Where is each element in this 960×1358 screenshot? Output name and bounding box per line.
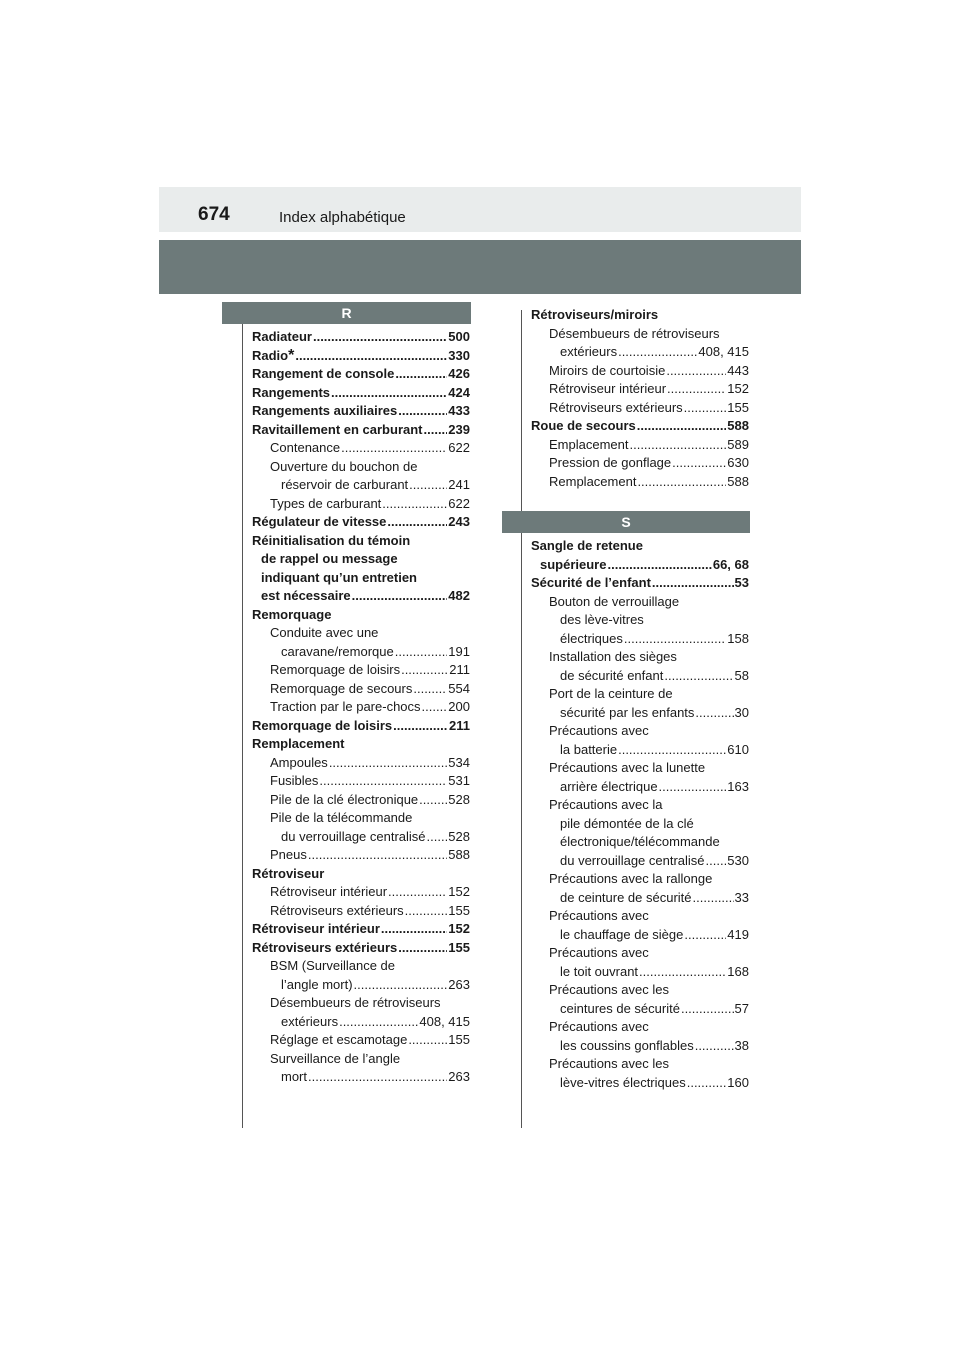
index-entry (252, 865, 470, 884)
index-entry (531, 1018, 749, 1037)
index-entry (252, 994, 470, 1013)
dot-leader (637, 417, 727, 436)
index-entry (252, 1050, 470, 1069)
index-entry (531, 325, 749, 344)
dot-leader (695, 704, 733, 723)
index-entry (531, 981, 749, 1000)
entry-label: Traction par le pare-chocs (270, 699, 421, 714)
entry-label: Remplacement (549, 473, 637, 489)
index-entry (531, 362, 749, 381)
entry-label: Rétroviseurs/miroirs (531, 307, 659, 322)
index-entry (531, 815, 749, 834)
page-number: 674 (198, 204, 230, 225)
index-entry (252, 717, 470, 736)
index-entry (252, 643, 470, 662)
index-entry (531, 1037, 749, 1056)
index-entry (252, 661, 470, 680)
entry-page-reference[interactable]: 163 (727, 778, 749, 794)
entry-page-reference[interactable]: 53 (734, 575, 749, 590)
dot-leader (629, 436, 726, 455)
entry-page-reference[interactable]: 152 (448, 884, 470, 899)
entry-label: Radio (252, 347, 289, 363)
entry-label: la batterie (560, 741, 618, 757)
entry-label: Pile de la télécommande (270, 810, 413, 825)
entry-page-reference[interactable]: 622 (448, 495, 470, 511)
index-entry (252, 976, 470, 995)
entry-page-reference[interactable]: 200 (448, 699, 470, 714)
index-entry (531, 741, 749, 760)
index-entry (531, 926, 749, 945)
dot-leader (706, 852, 727, 871)
entry-label: Réinitialisation du témoin (252, 532, 411, 548)
entry-label: Désembueurs de rétroviseurs (549, 325, 720, 341)
index-entry (252, 883, 470, 902)
entry-page-reference[interactable]: 263 (448, 1069, 470, 1084)
index-entry (252, 569, 470, 588)
entry-label: extérieurs (560, 344, 618, 359)
entry-label: Miroirs de courtoisie (549, 362, 666, 378)
entry-label: Rangements (252, 384, 331, 400)
entry-label: pile démontée de la clé (560, 815, 694, 831)
dot-leader (667, 380, 726, 399)
entry-page-reference[interactable]: 191 (448, 643, 470, 659)
entry-page-reference[interactable]: 424 (448, 384, 470, 400)
entry-label: Rangements auxiliaires (252, 403, 398, 418)
entry-label: du verrouillage centralisé (560, 852, 705, 868)
entry-label: Remplacement (252, 736, 345, 751)
section-header-r: R (222, 302, 471, 324)
entry-page-reference[interactable]: 588 (727, 418, 749, 433)
entry-page-reference[interactable]: 263 (448, 976, 470, 992)
entry-label: Rangement de console (252, 366, 395, 381)
entry-label: BSM (Surveillance de (270, 958, 395, 973)
index-entry (252, 476, 470, 495)
dot-leader (424, 421, 448, 440)
index-entry (531, 611, 749, 630)
entry-page-reference[interactable]: 588 (448, 847, 470, 862)
entry-label: Pile de la clé électronique (270, 791, 419, 807)
entry-label: caravane/remorque (281, 643, 394, 659)
dot-leader (693, 889, 734, 908)
entry-label: Types de carburant (270, 495, 382, 511)
index-entry (252, 606, 470, 625)
entry-label: Fusibles (270, 773, 319, 788)
dot-leader (382, 495, 447, 514)
entry-label: Précautions avec (549, 908, 649, 923)
entry-page-reference[interactable]: 155 (448, 902, 470, 918)
dot-leader (687, 1074, 727, 1093)
entry-page-reference[interactable]: 433 (448, 403, 470, 418)
index-entry (252, 624, 470, 643)
column-divider-left (242, 308, 243, 1128)
header-banner (159, 240, 801, 294)
dot-leader (427, 828, 448, 847)
index-entry (252, 809, 470, 828)
entry-label: est nécessaire (261, 588, 351, 603)
entry-label: Précautions avec la (549, 797, 663, 812)
dot-leader (419, 791, 447, 810)
entry-page-reference[interactable]: 530 (727, 852, 749, 868)
entry-page-reference[interactable]: 588 (727, 473, 749, 489)
entry-page-reference[interactable]: 168 (727, 963, 749, 979)
entry-label: Réglage et escamotage (270, 1032, 408, 1047)
entry-label: Contenance (270, 440, 341, 455)
entry-page-reference[interactable]: 58 (734, 667, 749, 683)
entry-page-reference[interactable]: 57 (734, 1000, 749, 1016)
dot-leader (395, 365, 447, 384)
entry-page-reference[interactable]: 419 (727, 926, 749, 942)
index-entry (531, 778, 749, 797)
entry-label: Remorquage de secours (270, 680, 413, 696)
dot-leader (624, 630, 726, 649)
dot-leader (681, 1000, 734, 1019)
entry-page-reference[interactable]: 426 (448, 366, 470, 381)
index-column-left (252, 328, 470, 1087)
entry-page-reference[interactable]: 482 (448, 588, 470, 603)
entry-label: Surveillance de l’angle (270, 1050, 401, 1066)
index-entry (252, 957, 470, 976)
index-entry (252, 421, 470, 440)
index-entry (531, 667, 749, 686)
dot-leader (398, 402, 447, 421)
index-entry (252, 495, 470, 514)
index-entry (252, 587, 470, 606)
index-entry (252, 680, 470, 699)
index-entry (252, 439, 470, 458)
dot-leader (607, 556, 711, 575)
index-entry (531, 944, 749, 963)
entry-label: Rétroviseur intérieur (252, 921, 380, 936)
entry-page-reference[interactable]: 155 (727, 399, 749, 415)
dot-leader (331, 384, 447, 403)
entry-label: mort (281, 1069, 307, 1084)
entry-label: Régulateur de vitesse (252, 514, 387, 529)
entry-page-reference[interactable]: 243 (448, 514, 470, 529)
index-entry (531, 417, 749, 436)
entry-label: Bouton de verrouillage (549, 593, 680, 609)
entry-page-reference[interactable]: 630 (727, 455, 749, 470)
index-column-right (531, 306, 749, 1092)
dot-leader (684, 399, 727, 418)
entry-label: Précautions avec (549, 945, 649, 960)
index-entry (252, 550, 470, 569)
entry-page-reference[interactable]: 528 (448, 791, 470, 807)
dot-leader (354, 976, 448, 995)
index-list-s (531, 537, 749, 1092)
index-entry (531, 759, 749, 778)
entry-label: Rétroviseurs extérieurs (252, 939, 398, 955)
dot-leader (664, 667, 733, 686)
index-entry (531, 556, 749, 575)
entry-page-reference[interactable]: 443 (727, 362, 749, 378)
entry-label: le toit ouvrant (560, 963, 639, 979)
index-entry (252, 328, 470, 347)
entry-page-reference[interactable]: 408, 415 (419, 1013, 470, 1029)
index-entry (531, 593, 749, 612)
index-entry (252, 384, 470, 403)
index-entry (252, 698, 470, 717)
entry-label: réservoir de carburant (281, 477, 409, 492)
entry-page-reference[interactable]: 554 (448, 680, 470, 696)
index-entry (252, 458, 470, 477)
index-entry (531, 537, 749, 556)
entry-label: Précautions avec la lunette (549, 760, 706, 775)
dot-leader (618, 343, 697, 362)
dot-leader (401, 661, 448, 680)
index-entry (531, 1055, 749, 1074)
entry-page-reference[interactable]: 239 (448, 421, 470, 437)
entry-label: électriques (560, 630, 623, 646)
entry-label: lève-vitres électriques (560, 1074, 686, 1090)
index-entry (531, 796, 749, 815)
index-list-r-continued (531, 306, 749, 491)
entry-label: électronique/télécommande (560, 834, 720, 849)
entry-label: Port de la ceinture de (549, 686, 673, 701)
index-entry: Radio * ..... 330 (252, 347, 470, 366)
entry-label: Précautions avec les (549, 1056, 669, 1071)
entry-label: Ouverture du bouchon de (270, 458, 418, 474)
page-title: Index alphabétique (279, 209, 406, 226)
entry-label: l’angle mort) (281, 976, 353, 992)
index-entry (531, 1074, 749, 1093)
entry-label: Conduite avec une (270, 625, 379, 640)
entry-label: Sangle de retenue (531, 538, 643, 553)
index-entry (531, 630, 749, 649)
entry-label: Pression de gonflage (549, 455, 672, 470)
entry-label: Précautions avec (549, 723, 649, 738)
entry-label: arrière électrique (560, 778, 658, 794)
entry-label: des lève-vitres (560, 612, 644, 627)
index-entry (252, 754, 470, 773)
entry-label: Remorquage de loisirs (252, 717, 393, 733)
entry-label: Rétroviseur intérieur (270, 884, 388, 899)
dot-leader (652, 574, 734, 593)
dot-leader (341, 439, 447, 458)
index-entry (531, 852, 749, 871)
entry-label: Remorquage (252, 606, 332, 622)
entry-label: Radiateur (252, 329, 312, 344)
entry-page-reference[interactable]: 155 (448, 1032, 470, 1047)
dot-leader (695, 1037, 734, 1056)
dot-leader (684, 926, 726, 945)
index-entry (252, 1013, 470, 1032)
index-entry (252, 772, 470, 791)
index-entry (252, 902, 470, 921)
index-entry (252, 513, 470, 532)
index-entry (531, 454, 749, 473)
entry-label: indiquant qu’un entretien (261, 569, 417, 585)
index-entry (252, 1068, 470, 1087)
index-entry (252, 402, 470, 421)
entry-label: Rétroviseurs extérieurs (549, 399, 683, 415)
dot-leader (618, 741, 726, 760)
index-entry (531, 648, 749, 667)
entry-label: sécurité par les enfants (560, 704, 695, 720)
entry-label: Précautions avec (549, 1019, 649, 1034)
index-entry (252, 735, 470, 754)
index-entry (531, 870, 749, 889)
dot-leader (339, 1013, 418, 1032)
index-entry (252, 1031, 470, 1050)
entry-page-reference[interactable]: 152 (727, 381, 749, 396)
entry-label: Remorquage de loisirs (270, 662, 401, 677)
index-entry (531, 833, 749, 852)
index-entry (531, 343, 749, 362)
entry-page-reference[interactable]: 500 (448, 329, 470, 344)
entry-label: Installation des sièges (549, 649, 677, 664)
entry-label: Pneus (270, 847, 307, 862)
entry-page-reference[interactable]: 241 (448, 477, 470, 492)
entry-page-reference[interactable]: 30 (734, 704, 749, 720)
entry-page-reference[interactable]: 589 (727, 436, 749, 452)
entry-page-reference[interactable]: 610 (727, 741, 749, 757)
index-entry (531, 722, 749, 741)
dot-leader (422, 698, 448, 717)
dot-leader (313, 328, 447, 347)
dot-leader (639, 963, 726, 982)
dot-leader (395, 643, 448, 662)
entry-label: Roue de secours (531, 418, 636, 433)
entry-label: ceintures de sécurité (560, 1000, 680, 1016)
index-entry (252, 920, 470, 939)
index-entry (252, 828, 470, 847)
index-entry (531, 473, 749, 492)
entry-label: Précautions avec les (549, 982, 669, 997)
entry-page-reference[interactable]: 66, 68 (712, 556, 749, 572)
index-entry (531, 436, 749, 455)
index-entry (252, 939, 470, 958)
entry-page-reference[interactable]: 528 (448, 828, 470, 844)
dot-leader (393, 717, 448, 736)
index-entry (252, 791, 470, 810)
entry-page-reference[interactable]: 160 (727, 1074, 749, 1090)
dot-leader (381, 920, 447, 939)
dot-leader (405, 902, 448, 921)
entry-label: Rétroviseurs extérieurs (270, 902, 404, 918)
index-entry (531, 889, 749, 908)
entry-page-reference[interactable]: 330 (448, 347, 470, 363)
dot-leader (672, 454, 726, 473)
entry-label: Précautions avec la rallonge (549, 871, 713, 886)
dot-leader (352, 587, 448, 606)
entry-label: extérieurs (281, 1013, 339, 1029)
index-entry (252, 846, 470, 865)
index-entry (252, 532, 470, 551)
dot-leader (308, 1068, 447, 1087)
entry-label: Ampoules (270, 754, 328, 770)
entry-label: supérieure (540, 556, 607, 572)
dot-leader (659, 778, 727, 797)
entry-page-reference[interactable]: 158 (727, 630, 749, 646)
index-entry (531, 1000, 749, 1019)
entry-label: Rétroviseur (252, 865, 325, 881)
dot-leader (637, 473, 726, 492)
entry-label: le chauffage de siège (560, 926, 684, 942)
entry-label: de rappel ou message (261, 551, 398, 566)
index-entry (531, 574, 749, 593)
dot-leader (308, 846, 447, 865)
dot-leader (413, 680, 447, 699)
index-entry (531, 704, 749, 723)
entry-page-reference[interactable]: 38 (734, 1037, 749, 1053)
entry-label: Ravitaillement en carburant (252, 421, 423, 437)
dot-leader (409, 476, 447, 495)
entry-page-reference[interactable]: 622 (448, 440, 470, 455)
index-entry (531, 306, 749, 325)
entry-page-reference[interactable]: 211 (449, 662, 470, 677)
section-header-s: S (502, 511, 750, 533)
dot-leader (329, 754, 447, 773)
index-entry (531, 399, 749, 418)
entry-label: de ceinture de sécurité (560, 889, 692, 905)
dot-leader (398, 939, 447, 958)
entry-page-reference[interactable]: 408, 415 (698, 344, 749, 359)
entry-label: Sécurité de l’enfant (531, 575, 651, 590)
entry-label: de sécurité enfant (560, 667, 664, 683)
dot-leader (295, 347, 447, 366)
entry-page-reference[interactable]: 534 (448, 754, 470, 770)
entry-label: Rétroviseur intérieur (549, 381, 667, 396)
index-entry (531, 380, 749, 399)
dot-leader (319, 772, 447, 791)
dot-leader (408, 1031, 447, 1050)
index-entry (531, 685, 749, 704)
index-entry (252, 365, 470, 384)
entry-page-reference[interactable]: 155 (448, 939, 470, 955)
entry-label: du verrouillage centralisé (281, 828, 426, 844)
entry-page-reference[interactable]: 531 (448, 773, 470, 788)
entry-page-reference[interactable]: 33 (734, 889, 749, 905)
entry-page-reference[interactable]: 211 (449, 717, 470, 733)
entry-label: les coussins gonflables (560, 1037, 694, 1053)
entry-page-reference[interactable]: 152 (448, 921, 470, 936)
index-entry (531, 907, 749, 926)
entry-label: Emplacement (549, 436, 629, 452)
dot-leader (666, 362, 726, 381)
dot-leader (387, 513, 447, 532)
index-entry (531, 963, 749, 982)
header-band (159, 187, 801, 232)
column-divider-middle (521, 310, 522, 1128)
dot-leader (388, 883, 447, 902)
entry-label: Désembueurs de rétroviseurs (270, 995, 441, 1010)
